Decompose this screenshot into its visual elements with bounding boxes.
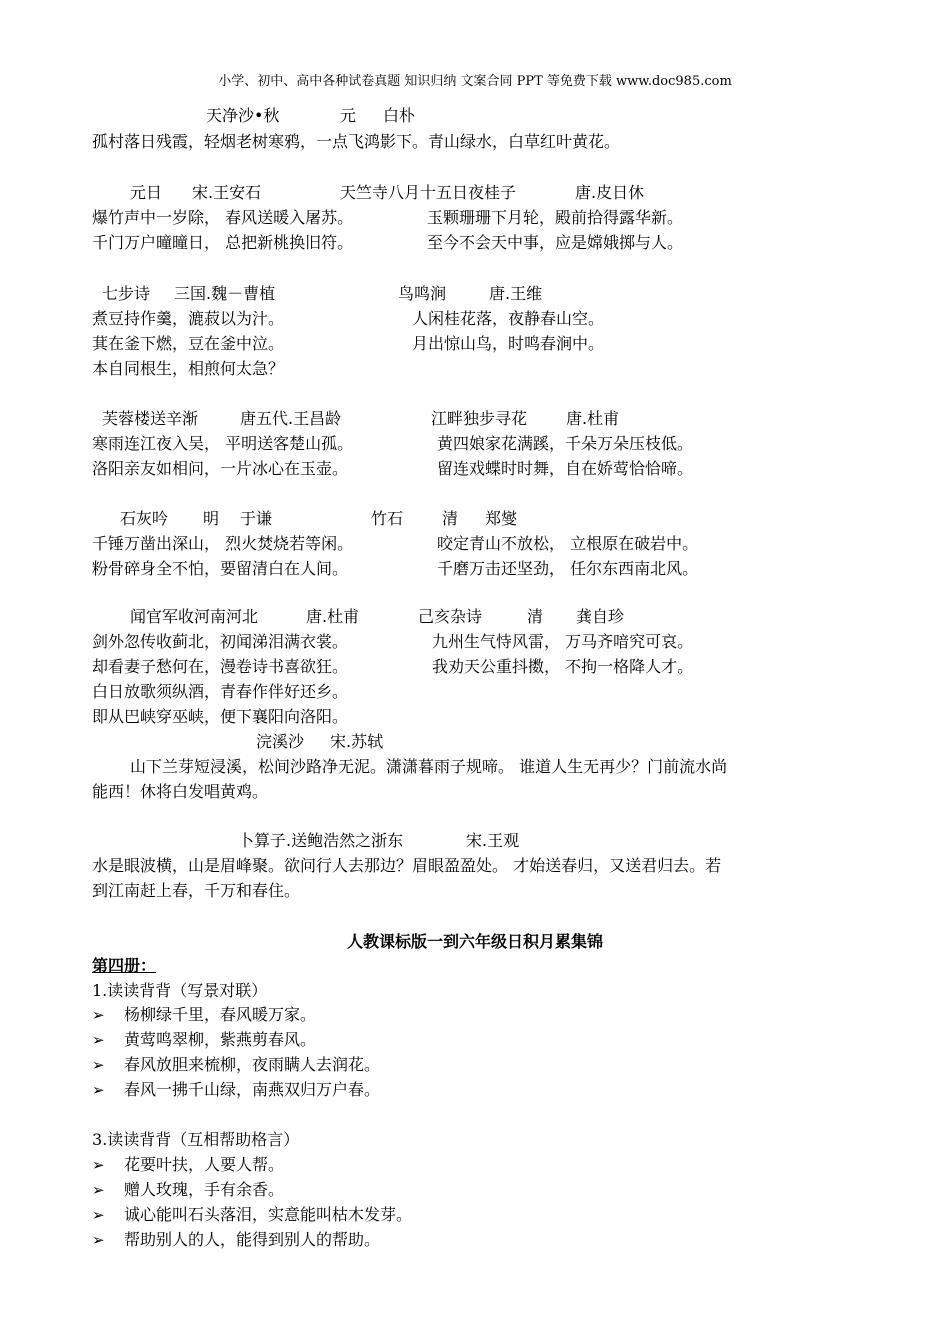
poem-line: 剑外忽传收蓟北，初闻涕泪满衣裳。	[92, 632, 349, 651]
poem-line: 能西！休将白发唱黄鸡。	[92, 782, 269, 801]
poem-dynasty: 明	[203, 509, 220, 528]
poem-title: 竹石	[371, 509, 404, 528]
poem-line: 月出惊山鸟，时鸣春涧中。	[412, 334, 605, 353]
poem-line: 留连戏蝶时时舞，自在娇莺恰恰啼。	[437, 459, 694, 478]
poem-author: 龚自珍	[576, 607, 625, 626]
list-item: 春风一拂千山绿，南燕双归万户春。	[124, 1080, 381, 1099]
poem-line: 千锤万凿出深山， 烈火焚烧若等闲。	[92, 534, 354, 553]
poem-author: 唐.杜甫	[306, 607, 360, 626]
bullet-icon: ➢	[92, 1006, 105, 1024]
poem-line: 到江南赶上春，千万和春住。	[92, 881, 301, 900]
bullet-icon: ➢	[92, 1206, 105, 1224]
poem-title: 石灰吟	[120, 509, 169, 528]
section-title: 人教课标版一到六年级日积月累集锦	[346, 932, 603, 951]
poem-author: 于谦	[240, 509, 273, 528]
bullet-icon: ➢	[92, 1081, 105, 1099]
bullet-icon: ➢	[92, 1231, 105, 1249]
bullet-icon: ➢	[92, 1181, 105, 1199]
poem-author: 宋.苏轼	[330, 732, 384, 751]
bullet-icon: ➢	[92, 1031, 105, 1049]
poem-title: 七步诗	[102, 284, 151, 303]
poem-line: 黄四娘家花满蹊，千朵万朵压枝低。	[437, 434, 694, 453]
poem-line: 千磨万击还坚劲， 任尔东西南北风。	[437, 559, 699, 578]
poem-title: 江畔独步寻花	[431, 409, 528, 428]
poem-dynasty: 元	[340, 106, 357, 125]
poem-author: 唐.王维	[489, 284, 543, 303]
bullet-icon: ➢	[92, 1056, 105, 1074]
list-item: 花要叶扶，人要人帮。	[124, 1155, 285, 1174]
poem-line: 玉颗珊珊下月轮，殿前拾得露华新。	[427, 208, 684, 227]
page-header: 小学、初中、高中各种试卷真题 知识归纳 文案合同 PPT 等免费下载 www.doc985.com	[218, 74, 732, 89]
poem-title: 元日	[130, 183, 163, 202]
poem-author: 宋.王观	[466, 831, 520, 850]
poem-title: 卜算子.送鲍浩然之浙东	[238, 831, 404, 850]
list-item: 帮助别人的人，能得到别人的帮助。	[124, 1230, 381, 1249]
poem-line: 却看妻子愁何在，漫卷诗书喜欲狂。	[92, 657, 349, 676]
poem-line: 煮豆持作羹，漉菽以为汁。	[92, 309, 285, 328]
list-item: 杨柳绿千里，春风暖万家。	[124, 1005, 317, 1024]
poem-line: 白日放歌须纵酒，青春作伴好还乡。	[92, 682, 349, 701]
poem-author: 唐五代.王昌龄	[240, 409, 342, 428]
poem-author: 唐.杜甫	[566, 409, 620, 428]
volume-label: 第四册：	[92, 956, 157, 975]
poem-author: 三国.魏－曹植	[174, 284, 276, 303]
poem-line: 洛阳亲友如相问，一片冰心在玉壶。	[92, 459, 349, 478]
poem-title: 浣溪沙	[256, 732, 305, 751]
poem-title: 己亥杂诗	[418, 607, 483, 626]
list-title: 3.读读背背（互相帮助格言）	[92, 1130, 300, 1149]
poem-author: 宋.王安石	[192, 183, 262, 202]
poem-title: 天净沙•秋	[206, 106, 280, 125]
poem-dynasty: 清	[527, 607, 544, 626]
poem-author: 唐.皮日休	[575, 183, 645, 202]
poem-line: 人闲桂花落，夜静春山空。	[412, 309, 605, 328]
poem-line: 九州生气恃风雷， 万马齐喑究可哀。	[432, 632, 694, 651]
poem-line: 至今不会天中事，应是嫦娥掷与人。	[427, 233, 684, 252]
poem-line: 我劝天公重抖擞， 不拘一格降人才。	[432, 657, 694, 676]
poem-line: 孤村落日残霞，轻烟老树寒鸦，一点飞鸿影下。青山绿水，白草红叶黄花。	[92, 132, 621, 151]
poem-line: 寒雨连江夜入吴， 平明送客楚山孤。	[92, 434, 354, 453]
list-item: 春风放胆来梳柳，夜雨瞒人去润花。	[124, 1055, 381, 1074]
bullet-icon: ➢	[92, 1156, 105, 1174]
poem-title: 芙蓉楼送辛渐	[102, 409, 199, 428]
poem-line: 本自同根生，相煎何太急？	[92, 359, 285, 378]
poem-line: 即从巴峡穿巫峡，便下襄阳向洛阳。	[92, 707, 349, 726]
list-title: 1.读读背背（写景对联）	[92, 981, 268, 1000]
poem-line: 咬定青山不放松， 立根原在破岩中。	[437, 534, 699, 553]
list-item: 黄莺鸣翠柳，紫燕剪春风。	[124, 1030, 317, 1049]
poem-title: 天竺寺八月十五日夜桂子	[340, 183, 517, 202]
list-item: 赠人玫瑰，手有余香。	[124, 1180, 285, 1199]
poem-line: 爆竹声中一岁除， 春风送暖入屠苏。	[92, 208, 354, 227]
list-item: 诚心能叫石头落泪，实意能叫枯木发芽。	[124, 1205, 413, 1224]
poem-author: 郑燮	[485, 509, 518, 528]
poem-line: 萁在釜下燃，豆在釜中泣。	[92, 334, 285, 353]
poem-title: 闻官军收河南河北	[130, 607, 259, 626]
poem-line: 粉骨碎身全不怕，要留清白在人间。	[92, 559, 349, 578]
poem-dynasty: 清	[442, 509, 459, 528]
poem-line: 千门万户曈曈日， 总把新桃换旧符。	[92, 233, 354, 252]
poem-title: 鸟鸣涧	[398, 284, 447, 303]
poem-author: 白朴	[383, 106, 416, 125]
poem-line: 山下兰芽短浸溪，松间沙路净无泥。潇潇暮雨子规啼。 谁道人生无再少？门前流水尚	[130, 757, 728, 776]
poem-line: 水是眼波横，山是眉峰聚。欲问行人去那边？眉眼盈盈处。 才始送春归，又送君归去。若	[92, 856, 722, 875]
